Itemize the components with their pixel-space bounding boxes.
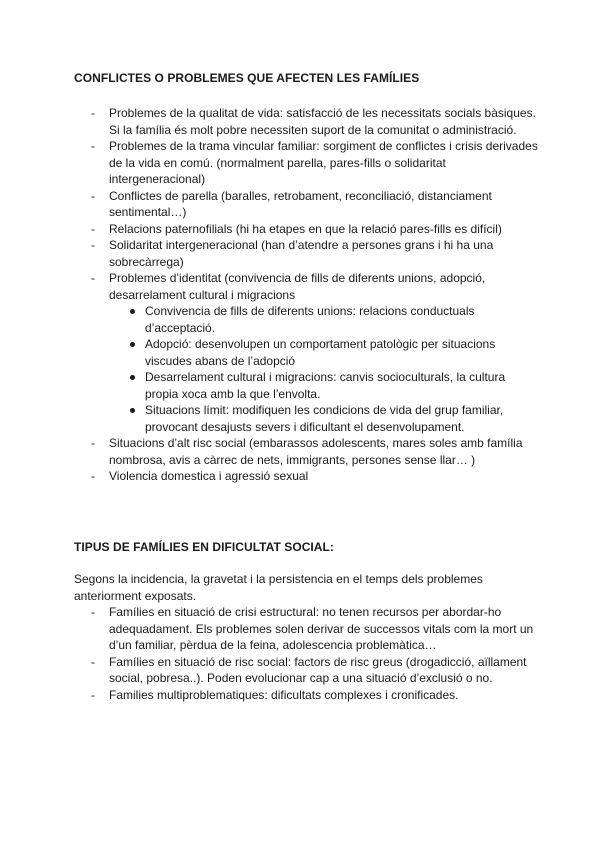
list-item-text: Problemes de la qualitat de vida: satisfacció de les necessitats socials bàsiques. Si la família és molt pobre necessiten suport de la comunitat o administració. xyxy=(109,106,536,137)
list-item-text: Famílies en situació de risc social: factors de risc greus (drogadicció, aïllament social, pobresa..). Poden evolucionar cap a una situació d’exclusió o no. xyxy=(109,654,527,685)
sublist-item xyxy=(109,303,540,336)
dash-bullet: - xyxy=(91,687,95,702)
sublist-item xyxy=(109,402,540,435)
section-intro: Segons la incidencia, la gravetat i la persistencia en el temps dels problemes anteriorment exposats. xyxy=(74,572,483,603)
dash-bullet: - xyxy=(91,238,95,252)
section-heading-conflicts: CONFLICTES O PROBLEMES QUE AFECTEN LES FAMÍLIES xyxy=(74,71,420,85)
list-item-text: Solidaritat intergeneracional (han d’atendre a persones grans i hi ha una sobrecàrrega) xyxy=(109,238,494,269)
dash-bullet: - xyxy=(91,271,95,285)
list-item-text: Problemes d’identitat (convivencia de fills de diferents unions, adopció, desarrelament cultural i migracions xyxy=(109,271,486,302)
list-item xyxy=(0,237,600,270)
list-item xyxy=(0,435,600,468)
list-item-text: Famílies en situació de crisi estructural: no tenen recursos per abordar-ho adequadament. Els problemes solen derivar de successos vitals com la mort un d’un familiar, pèrdua de la feina, adolescencia problemàtica… xyxy=(109,605,534,652)
bullet-dot xyxy=(130,375,135,380)
dash-bullet: - xyxy=(91,106,95,120)
list-item xyxy=(0,270,600,435)
section-heading-family-types: TIPUS DE FAMÍLIES EN DIFICULTAT SOCIAL: xyxy=(74,540,334,554)
family-types-list xyxy=(0,604,600,703)
list-item xyxy=(0,468,600,485)
dash-bullet: - xyxy=(91,188,95,203)
dash-bullet: - xyxy=(91,221,95,236)
list-item-text: Families multiproblematiques: dificultats complexes i cronificades. xyxy=(109,687,459,702)
dash-bullet: - xyxy=(91,654,95,669)
sublist-item xyxy=(109,336,540,369)
dash-bullet: - xyxy=(91,469,95,483)
list-item-text: Violencia domestica i agressió sexual xyxy=(109,469,309,483)
sublist-item xyxy=(109,369,540,402)
dash-bullet: - xyxy=(91,139,95,153)
sublist-item-text: Situacions límit: modifiquen les condicions de vida del grup familiar, provocant desajusts severs i dificultant el desenvolupament. xyxy=(145,403,504,434)
list-item xyxy=(0,105,600,138)
list-item xyxy=(0,221,600,238)
list-item-text: Situacions d’alt risc social (embarassos adolescents, mares soles amb família nombrosa, avis a càrrec de nets, immigrants, persones sense llar… ) xyxy=(109,436,523,467)
bullet-dot xyxy=(130,342,135,347)
list-item xyxy=(0,654,600,687)
dash-bullet: - xyxy=(91,605,95,619)
list-item xyxy=(0,138,600,188)
bullet-dot xyxy=(130,309,135,314)
bullet-dot xyxy=(130,408,135,413)
list-item xyxy=(0,188,600,221)
identity-sublist xyxy=(109,303,540,435)
list-item xyxy=(0,604,600,654)
list-item xyxy=(0,687,600,704)
sublist-item-text: Convivencia de fills de diferents unions: relacions conductuals d’acceptació. xyxy=(145,304,475,335)
dash-bullet: - xyxy=(91,436,95,450)
conflicts-list xyxy=(0,105,600,485)
sublist-item-text: Desarrelament cultural i migracions: canvis socioculturals, la cultura propia xoca amb la que l’envolta. xyxy=(145,370,506,401)
list-item-text: Conflictes de parella (baralles, retrobament, reconciliació, distanciament sentimental…) xyxy=(109,188,492,219)
list-item-text: Relacions paternofilials (hi ha etapes en que la relació pares-fills es difícil) xyxy=(109,221,502,236)
sublist-item-text: Adopció: desenvolupen un comportament patològic per situacions viscudes abans de l’adopció xyxy=(145,337,496,368)
list-item-text: Problemes de la trama vincular familiar: sorgiment de conflictes i crisis derivades de la vida en comú. (normalment parella, pares-fills o solidaritat intergeneracional) xyxy=(109,139,538,186)
